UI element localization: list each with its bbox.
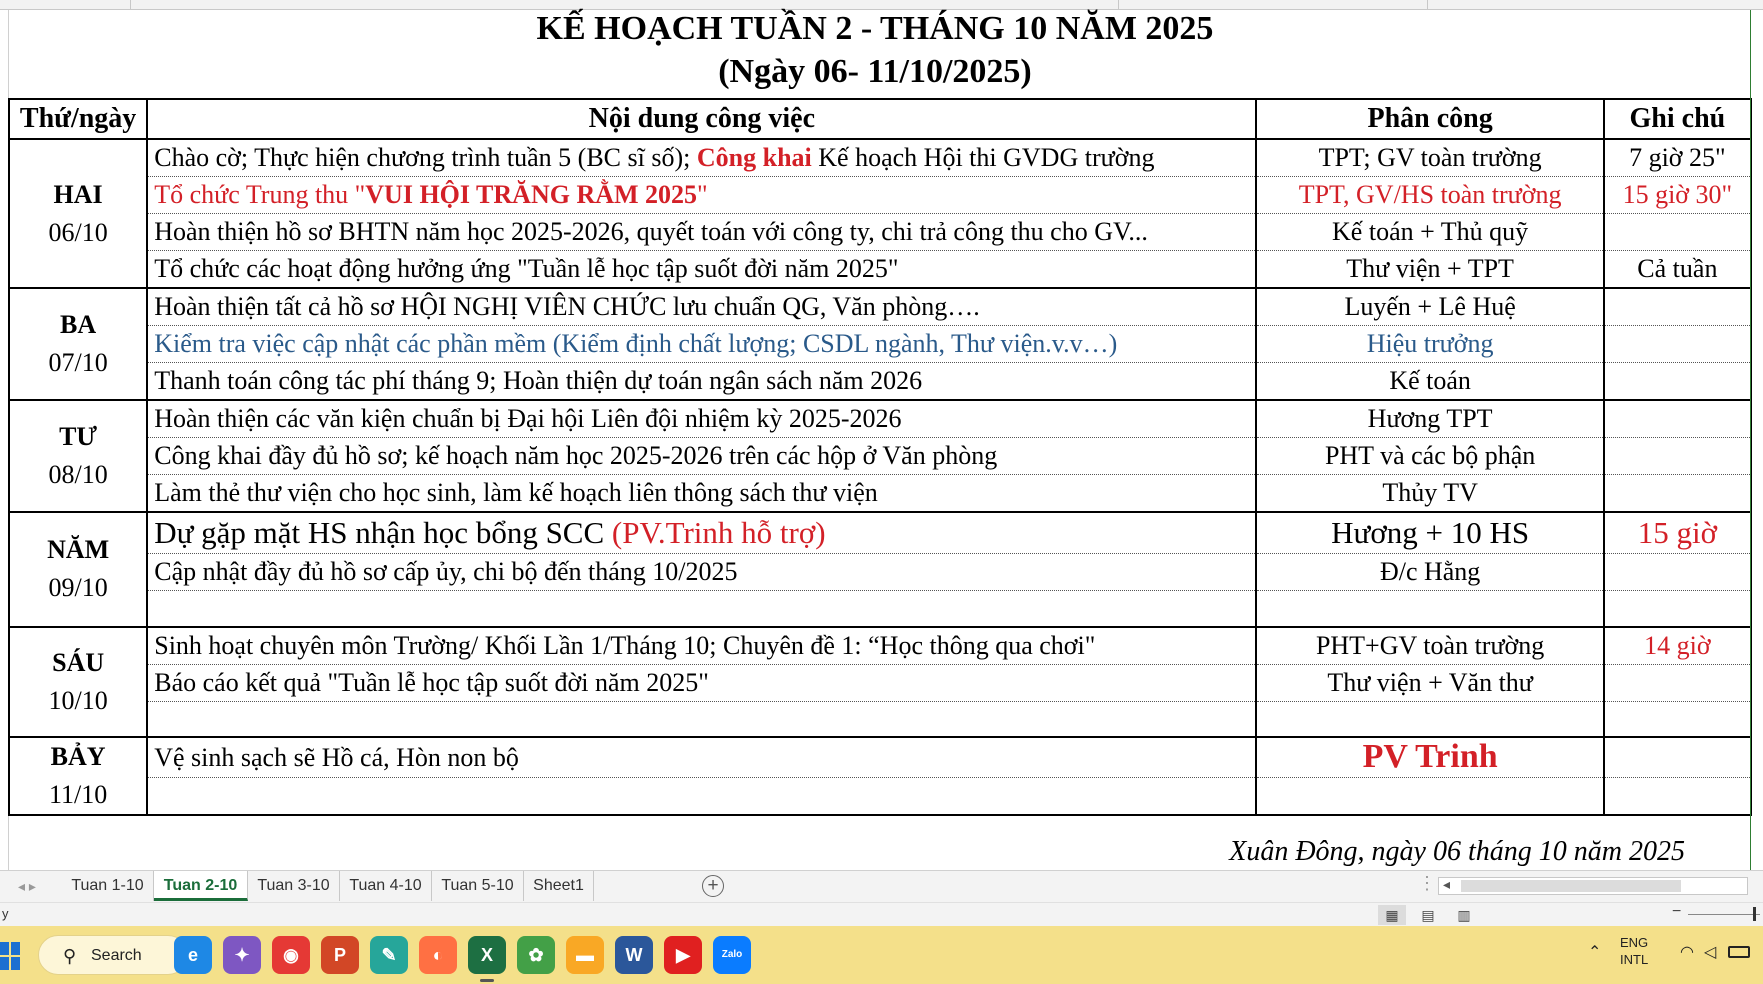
table-row bbox=[9, 475, 1751, 513]
column-separator bbox=[1427, 0, 1428, 10]
note-cell[interactable] bbox=[1604, 512, 1751, 554]
table-row bbox=[9, 288, 1751, 326]
day-date: 10/10 bbox=[48, 685, 108, 715]
table-row bbox=[9, 554, 1751, 591]
task-cell[interactable] bbox=[147, 554, 1256, 591]
day-cell[interactable] bbox=[9, 627, 147, 738]
task-text: Dự gặp mặt HS nhận học bổng SCC bbox=[154, 515, 612, 550]
task-text: Kiểm tra việc cập nhật các phần mềm (Kiểm định chất lượng; CSDL ngành, Thư viện.v.v…) bbox=[154, 329, 1118, 358]
table-row bbox=[9, 664, 1751, 701]
task-cell[interactable] bbox=[147, 591, 1256, 627]
youtube-icon[interactable]: ▶ bbox=[664, 936, 702, 974]
table-row bbox=[9, 591, 1751, 627]
note-cell[interactable] bbox=[1604, 438, 1751, 475]
table-row bbox=[9, 214, 1751, 251]
task-cell[interactable] bbox=[147, 701, 1256, 737]
day-date: 06/10 bbox=[48, 217, 108, 247]
edge-icon[interactable]: e bbox=[174, 936, 212, 974]
task-text: Thanh toán công tác phí tháng 9; Hoàn thiện dự toán ngân sách năm 2026 bbox=[154, 366, 923, 395]
assign-text: Hiệu trưởng bbox=[1366, 329, 1494, 358]
assign-text: Kế toán + Thủ quỹ bbox=[1332, 217, 1529, 246]
sheet-tab[interactable]: Tuan 4-10 bbox=[340, 871, 432, 901]
horizontal-scrollbar[interactable] bbox=[1438, 877, 1748, 895]
assign-cell[interactable] bbox=[1256, 737, 1603, 778]
word-icon[interactable]: W bbox=[615, 936, 653, 974]
assign-cell[interactable] bbox=[1256, 591, 1603, 627]
assign-text: TPT, GV/HS toàn trường bbox=[1298, 180, 1562, 209]
header-assign[interactable]: Phân công bbox=[1256, 99, 1603, 139]
task-cell[interactable] bbox=[147, 512, 1256, 554]
assign-cell[interactable] bbox=[1256, 438, 1603, 475]
table-row bbox=[9, 778, 1751, 815]
task-cell[interactable] bbox=[147, 438, 1256, 475]
note-cell[interactable] bbox=[1604, 139, 1751, 177]
table-row bbox=[9, 139, 1751, 177]
zalo-icon[interactable]: Zalo bbox=[713, 936, 751, 974]
task-cell[interactable] bbox=[147, 778, 1256, 815]
note-text: 15 giờ 30" bbox=[1622, 180, 1733, 209]
task-text: Công khai bbox=[696, 143, 812, 172]
note-cell[interactable] bbox=[1604, 554, 1751, 591]
chrome-icon[interactable]: ◉ bbox=[272, 936, 310, 974]
note-cell[interactable] bbox=[1604, 177, 1751, 214]
task-text: Tổ chức Trung thu " bbox=[154, 180, 366, 209]
table-row bbox=[9, 438, 1751, 475]
note-cell[interactable] bbox=[1604, 591, 1751, 627]
day-date: 07/10 bbox=[48, 348, 108, 377]
app-green-icon[interactable]: ✿ bbox=[517, 936, 555, 974]
note-text: 15 giờ bbox=[1637, 515, 1717, 550]
task-text: Tổ chức các hoạt động hưởng ứng "Tuần lễ học tập suốt đời năm 2025" bbox=[154, 254, 899, 283]
paint-icon[interactable]: ✎ bbox=[370, 936, 408, 974]
assign-text: Kế toán bbox=[1389, 366, 1471, 395]
sheet-tab-bar bbox=[0, 870, 1763, 902]
assign-cell[interactable] bbox=[1256, 214, 1603, 251]
note-cell[interactable] bbox=[1604, 363, 1751, 401]
task-cell[interactable] bbox=[147, 363, 1256, 401]
sheet-tab[interactable]: Tuan 3-10 bbox=[248, 871, 340, 901]
task-cell[interactable] bbox=[147, 326, 1256, 363]
note-cell[interactable] bbox=[1604, 664, 1751, 701]
table-row bbox=[9, 400, 1751, 438]
taskbar-search[interactable] bbox=[38, 935, 188, 975]
note-cell[interactable] bbox=[1604, 778, 1751, 815]
scrollbar-thumb[interactable] bbox=[1461, 880, 1681, 892]
task-text: Cập nhật đầy đủ hồ sơ cấp ủy, chi bộ đến tháng 10/2025 bbox=[154, 557, 738, 586]
input-language-code: ENG bbox=[1620, 935, 1649, 950]
sheet-tab[interactable]: Tuan 2-10 bbox=[154, 871, 248, 901]
file-explorer-icon[interactable]: ▬ bbox=[566, 936, 604, 974]
task-cell[interactable] bbox=[147, 251, 1256, 289]
task-text: Làm thẻ thư viện cho học sinh, làm kế hoạch liên thông sách thư viện bbox=[154, 478, 878, 507]
table-row bbox=[9, 251, 1751, 289]
signature-line[interactable]: Xuân Đông, ngày 06 tháng 10 năm 2025 bbox=[1229, 836, 1685, 867]
note-text: 14 giờ bbox=[1644, 630, 1711, 660]
status-bar bbox=[0, 902, 1763, 926]
zoom-slider[interactable] bbox=[1688, 914, 1760, 915]
task-text: Vệ sinh sạch sẽ Hồ cá, Hòn non bộ bbox=[154, 742, 519, 772]
assign-text: Thư viện + Văn thư bbox=[1327, 667, 1533, 697]
battery-icon[interactable] bbox=[1728, 946, 1750, 958]
assign-cell[interactable] bbox=[1256, 627, 1603, 665]
zoom-slider-thumb[interactable] bbox=[1753, 907, 1756, 921]
day-date: 11/10 bbox=[48, 780, 108, 809]
tab-scroll-left-icon[interactable]: ◂ ▸ bbox=[18, 878, 36, 894]
task-text: Kế hoạch Hội thi GVDG trường bbox=[811, 143, 1155, 172]
assign-text: Thủy TV bbox=[1382, 478, 1478, 507]
sheet-tab[interactable]: Sheet1 bbox=[524, 871, 594, 901]
plan-title[interactable]: KẾ HOẠCH TUẦN 2 - THÁNG 10 NĂM 2025 bbox=[536, 10, 1214, 47]
wifi-icon[interactable]: ◠ bbox=[1680, 944, 1694, 961]
note-cell[interactable] bbox=[1604, 251, 1751, 289]
note-cell[interactable] bbox=[1604, 627, 1751, 665]
table-header-row bbox=[9, 99, 1751, 139]
task-text: Sinh hoạt chuyên môn Trường/ Khối Lần 1/Tháng 10; Chuyên đề 1: “Học thông qua chơi" bbox=[154, 630, 1096, 660]
assign-text: Đ/c Hằng bbox=[1379, 557, 1481, 586]
note-cell[interactable] bbox=[1604, 288, 1751, 326]
day-date: 09/10 bbox=[48, 573, 108, 603]
assign-text: Thư viện + TPT bbox=[1346, 254, 1514, 283]
assign-cell[interactable] bbox=[1256, 778, 1603, 815]
table-row bbox=[9, 363, 1751, 401]
task-text: Hoàn thiện hồ sơ BHTN năm học 2025-2026, quyết toán với công ty, chi trả công thu cho GV... bbox=[154, 217, 1148, 246]
note-cell[interactable] bbox=[1604, 701, 1751, 737]
print-area-edge bbox=[1750, 10, 1751, 870]
task-text: Chào cờ; Thực hiện chương trình tuần 5 (BC sĩ số); bbox=[154, 143, 697, 172]
tab-splitter-handle[interactable]: ⋮ bbox=[1418, 873, 1436, 893]
day-cell[interactable] bbox=[9, 400, 147, 512]
day-date: 08/10 bbox=[48, 460, 108, 489]
table-row bbox=[9, 326, 1751, 363]
task-text: Công khai đầy đủ hồ sơ; kế hoạch năm học 2025-2026 trên các hộp ở Văn phòng bbox=[154, 441, 998, 470]
task-text: Hoàn thiện tất cả hồ sơ HỘI NGHỊ VIÊN CHỨC lưu chuẩn QG, Văn phòng…. bbox=[154, 292, 980, 321]
assign-cell[interactable] bbox=[1256, 288, 1603, 326]
powerpoint-icon[interactable]: P bbox=[321, 936, 359, 974]
column-separator bbox=[1118, 0, 1119, 10]
plan-subtitle[interactable]: (Ngày 06- 11/10/2025) bbox=[718, 53, 1032, 90]
table-row bbox=[9, 512, 1751, 554]
header-note[interactable]: Ghi chú bbox=[1604, 99, 1751, 139]
assign-cell[interactable] bbox=[1256, 554, 1603, 591]
task-text: " bbox=[697, 180, 708, 209]
day-name: BẢY bbox=[50, 742, 106, 771]
day-cell[interactable] bbox=[9, 512, 147, 627]
task-text: Báo cáo kết quả "Tuần lễ học tập suốt đời năm 2025" bbox=[154, 667, 709, 697]
assign-text: Hương + 10 HS bbox=[1331, 515, 1530, 550]
note-text: Cả tuần bbox=[1637, 254, 1718, 283]
note-cell[interactable] bbox=[1604, 326, 1751, 363]
assign-cell[interactable] bbox=[1256, 177, 1603, 214]
assign-cell[interactable] bbox=[1256, 512, 1603, 554]
task-cell[interactable] bbox=[147, 400, 1256, 438]
header-day[interactable]: Thứ/ngày bbox=[9, 99, 147, 139]
input-language-layout: INTL bbox=[1620, 952, 1649, 967]
note-cell[interactable] bbox=[1604, 737, 1751, 778]
page-layout-view-icon[interactable]: ▤ bbox=[1421, 907, 1435, 923]
normal-view-icon[interactable]: ▦ bbox=[1378, 905, 1406, 925]
assign-cell[interactable] bbox=[1256, 701, 1603, 737]
task-cell[interactable] bbox=[147, 737, 1256, 778]
volume-icon[interactable]: ◁ bbox=[1704, 944, 1717, 961]
day-name: TƯ bbox=[59, 422, 98, 451]
day-name: NĂM bbox=[47, 535, 110, 565]
column-separator bbox=[130, 0, 131, 10]
tray-overflow-icon[interactable]: ⌃ bbox=[1588, 944, 1602, 961]
scroll-left-icon[interactable]: ◂ bbox=[1443, 876, 1451, 892]
assign-cell[interactable] bbox=[1256, 664, 1603, 701]
task-cell[interactable] bbox=[147, 288, 1256, 326]
note-text: 7 giờ 25" bbox=[1629, 143, 1726, 172]
task-cell[interactable] bbox=[147, 177, 1256, 214]
page-break-view-icon[interactable]: ▥ bbox=[1457, 907, 1471, 923]
day-cell[interactable] bbox=[9, 139, 147, 288]
assign-text: Hương TPT bbox=[1367, 404, 1493, 433]
firefox-icon[interactable]: ◐ bbox=[419, 936, 457, 974]
day-name: BA bbox=[60, 310, 97, 339]
header-task[interactable]: Nội dung công việc bbox=[147, 99, 1256, 139]
search-label: Search bbox=[91, 947, 142, 964]
day-name: SÁU bbox=[52, 647, 105, 677]
task-cell[interactable] bbox=[147, 214, 1256, 251]
assign-text: PHT+GV toàn trường bbox=[1315, 630, 1545, 660]
zoom-out-icon[interactable]: − bbox=[1672, 903, 1682, 920]
table-row bbox=[9, 737, 1751, 778]
task-cell[interactable] bbox=[147, 627, 1256, 665]
task-text: Hoàn thiện các văn kiện chuẩn bị Đại hội Liên đội nhiệm kỳ 2025-2026 bbox=[154, 404, 902, 433]
day-cell[interactable] bbox=[9, 288, 147, 400]
copilot-icon[interactable]: ✦ bbox=[223, 936, 261, 974]
task-cell[interactable] bbox=[147, 475, 1256, 513]
table-row bbox=[9, 701, 1751, 737]
sheet-tab[interactable]: Tuan 1-10 bbox=[62, 871, 154, 901]
note-cell[interactable] bbox=[1604, 214, 1751, 251]
windows-taskbar bbox=[0, 926, 1763, 984]
assign-cell[interactable] bbox=[1256, 326, 1603, 363]
plan-table bbox=[8, 98, 1752, 816]
assign-text: Luyến + Lê Huệ bbox=[1344, 292, 1516, 321]
column-header-bar[interactable] bbox=[0, 0, 1763, 10]
task-text: VUI HỘI TRĂNG RẰM 2025 bbox=[365, 180, 698, 209]
assign-cell[interactable] bbox=[1256, 251, 1603, 289]
task-cell[interactable] bbox=[147, 139, 1256, 177]
table-row bbox=[9, 177, 1751, 214]
day-cell[interactable] bbox=[9, 737, 147, 815]
assign-cell[interactable] bbox=[1256, 139, 1603, 177]
excel-icon[interactable]: X bbox=[468, 936, 506, 974]
search-icon: ⚲ bbox=[63, 946, 77, 966]
day-name: HAI bbox=[53, 179, 103, 209]
task-text: (PV.Trinh hỗ trợ) bbox=[611, 515, 826, 550]
task-cell[interactable] bbox=[147, 664, 1256, 701]
windows-start-icon[interactable] bbox=[0, 940, 20, 970]
assign-text: TPT; GV toàn trường bbox=[1318, 143, 1542, 172]
note-cell[interactable] bbox=[1604, 400, 1751, 438]
status-text: y bbox=[2, 906, 9, 921]
assign-cell[interactable] bbox=[1256, 363, 1603, 401]
assign-text: PHT và các bộ phận bbox=[1324, 441, 1536, 470]
assign-cell[interactable] bbox=[1256, 475, 1603, 513]
input-language[interactable] bbox=[1620, 934, 1648, 968]
note-cell[interactable] bbox=[1604, 475, 1751, 513]
assign-cell[interactable] bbox=[1256, 400, 1603, 438]
assign-text: PV Trinh bbox=[1362, 737, 1498, 775]
table-row bbox=[9, 627, 1751, 665]
add-sheet-button[interactable]: + bbox=[702, 875, 724, 897]
sheet-tab[interactable]: Tuan 5-10 bbox=[432, 871, 524, 901]
